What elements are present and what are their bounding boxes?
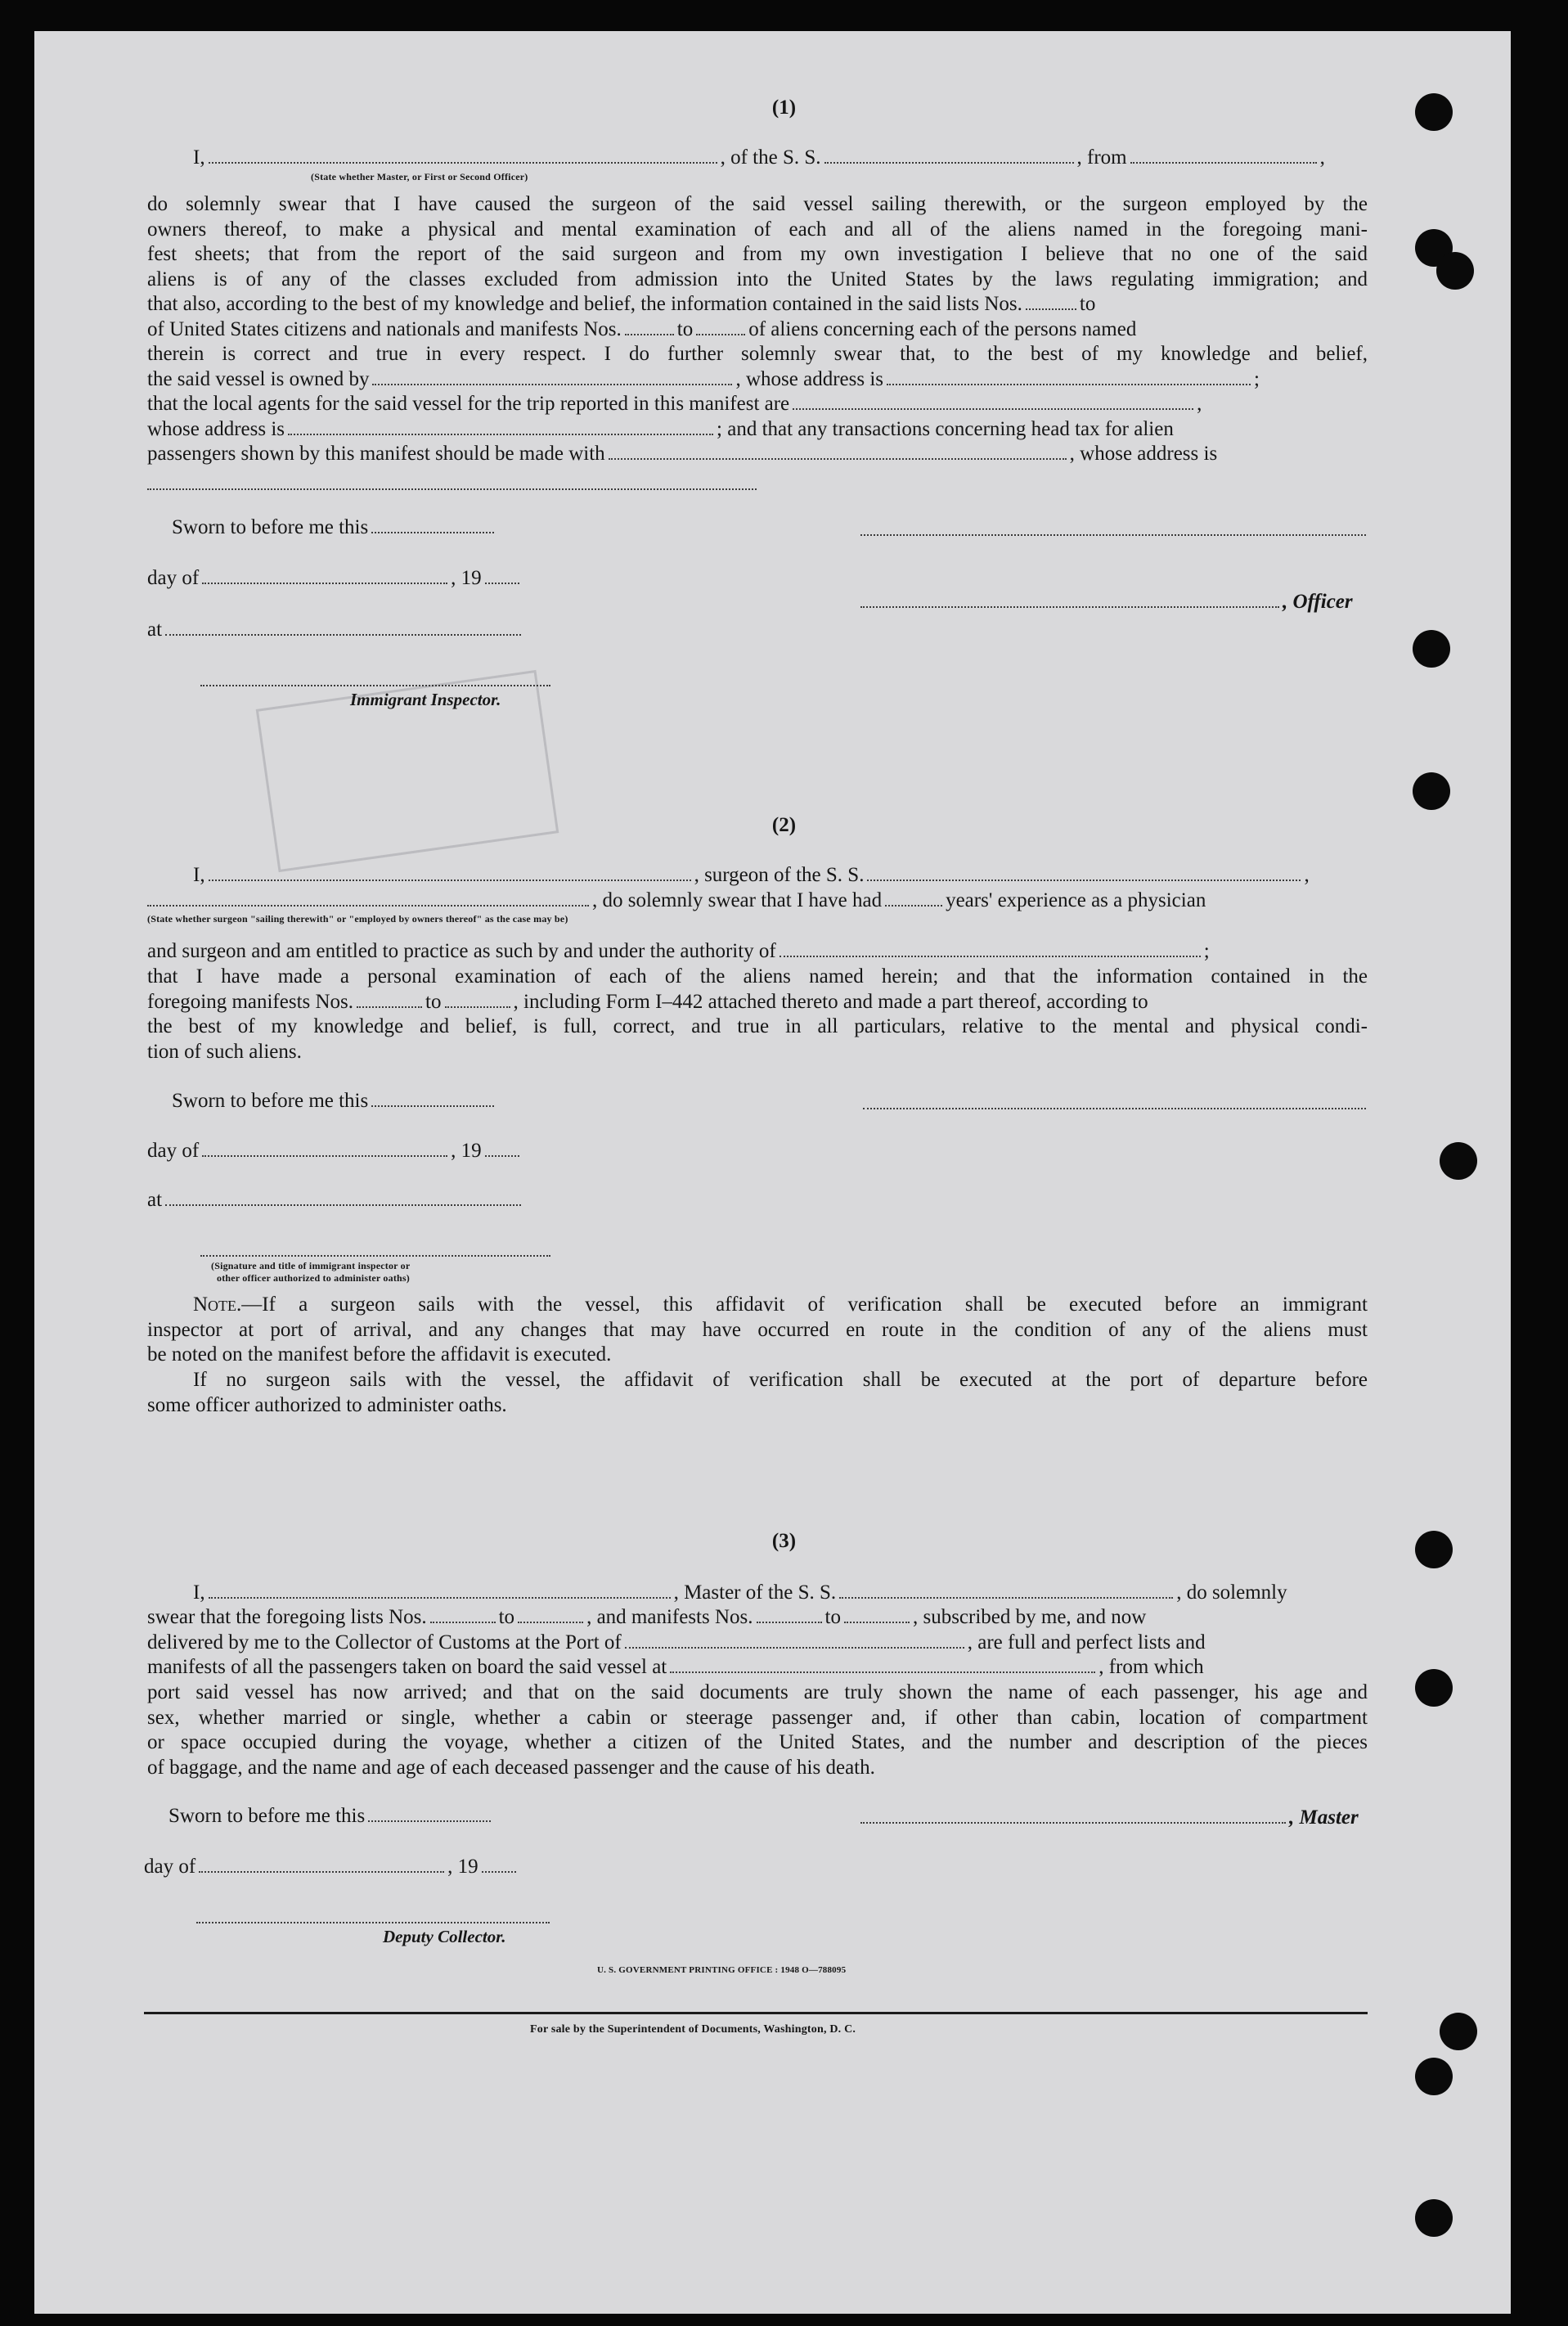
oath-1-line: owners thereof, to make a physical and mental examination of each and all of the aliens named in the foregoing mani- (147, 218, 1368, 241)
note-line: If no surgeon sails with the vessel, the affidavit of verification shall be executed at the port of departure before (193, 1369, 1368, 1391)
blank-headtax-address[interactable] (147, 488, 757, 490)
punch-hole (1440, 1142, 1477, 1180)
blank-agent-address[interactable] (288, 433, 713, 435)
oath-1-line: therein is correct and true in every respect. I do further solemnly swear that, to the best of my knowledge and belief, (147, 343, 1368, 365)
oath-1-line: aliens is of any of the classes excluded from admission into the United States by the laws regulating immigration; and (147, 268, 1368, 290)
oath-1-headtax-line: passengers shown by this manifest should be made with , whose address is (147, 443, 1218, 465)
oath-2-manifests-line: foregoing manifests Nos. to , including Form I–442 attached thereto and made a part thereof, according to (147, 991, 1148, 1013)
blank-sworn-day-3[interactable] (368, 1820, 491, 1822)
blank-surgeon-status[interactable] (147, 904, 589, 907)
blank-sworn-day[interactable] (371, 531, 494, 533)
blank-day-month[interactable] (202, 582, 447, 584)
deputy-collector-label: Deputy Collector. (383, 1927, 506, 1946)
blank-s3-manifest-to[interactable] (844, 1621, 910, 1623)
blank-day-month-2[interactable] (202, 1154, 447, 1157)
oath-3-port-line: delivered by me to the Collector of Customs at the Port of , are full and perfect lists and (147, 1631, 1206, 1653)
blank-local-agents[interactable] (793, 407, 1193, 410)
day-line-2: day of , 19 (147, 1139, 523, 1163)
blank-officer-name[interactable] (209, 161, 717, 164)
oath-2-first-line: I, , surgeon of the S. S. , (193, 864, 1310, 886)
master-line: , Master (860, 1806, 1359, 1830)
officer-rank-note: (State whether Master, or First or Second Officer) (311, 171, 528, 182)
blank-s2-manifest-from[interactable] (357, 1006, 422, 1008)
sworn-line-2: Sworn to before me this (172, 1089, 497, 1114)
blank-list-from[interactable] (1026, 308, 1076, 310)
blank-port-from[interactable] (1130, 161, 1317, 164)
oath-1-line: fest sheets; that from the report of the said surgeon and from my own investigation I believe that no one of the said (147, 243, 1368, 265)
sworn-line-3: Sworn to before me this (168, 1804, 494, 1829)
oath-1-agent-address-line: whose address is ; and that any transactions concerning head tax for alien (147, 418, 1174, 440)
oath-3-lists-line: swear that the foregoing lists Nos. to , and manifests Nos. to , subscribed by me, and now (147, 1606, 1147, 1628)
section-2-number: (2) (771, 814, 797, 836)
note-line: be noted on the manifest before the affidavit is executed. (147, 1343, 612, 1365)
note-line: some officer authorized to administer oaths. (147, 1394, 507, 1416)
blank-port-of[interactable] (625, 1646, 964, 1649)
blank-manifest-from[interactable] (625, 333, 674, 335)
oath-1-manifests-line: of United States citizens and nationals and manifests Nos. to of aliens concerning each of the persons named (147, 318, 1137, 340)
blank-s3-list-to[interactable] (518, 1621, 583, 1623)
blank-at-place-2[interactable] (165, 1203, 521, 1206)
oath-2-authority-line: and surgeon and am entitled to practice as such by and under the authority of ; (147, 940, 1210, 962)
oath-2-line: that I have made a personal examination of each of the aliens named herein; and that the information contained in the (147, 965, 1368, 988)
blank-vessel-name-3[interactable] (839, 1596, 1173, 1599)
punch-hole (1415, 2058, 1453, 2095)
blank-master-name[interactable] (209, 1596, 671, 1599)
blank-boarded-at[interactable] (670, 1671, 1095, 1673)
punch-hole (1415, 1669, 1453, 1707)
blank-year[interactable] (485, 582, 519, 584)
oath-1-agents-line: that the local agents for the said vessel for the trip reported in this manifest are , (147, 393, 1202, 415)
blank-years[interactable] (885, 904, 942, 907)
blank-year-3[interactable] (482, 1870, 516, 1873)
blank-manifest-to[interactable] (696, 333, 745, 335)
note-first-line: Note.—If a surgeon sails with the vessel, this affidavit of verification shall be executed before an immigrant (193, 1293, 1368, 1316)
immigrant-inspector-label: Immigrant Inspector. (350, 690, 501, 709)
section-3-number: (3) (771, 1530, 797, 1552)
printing-office-line: U. S. GOVERNMENT PRINTING OFFICE : 1948 O—788095 (597, 1965, 847, 1975)
oath-3-first-line: I, , Master of the S. S. , do solemnly (193, 1581, 1287, 1604)
oath-2-line: tion of such aliens. (147, 1041, 302, 1063)
master-signature-line[interactable] (860, 1821, 1286, 1824)
oath-3-line: of baggage, and the name and age of each deceased passenger and the cause of his death. (147, 1757, 875, 1779)
blank-s3-manifest-from[interactable] (757, 1621, 822, 1623)
signature-title-note: other officer authorized to administer oaths) (217, 1272, 410, 1284)
signature-title-note: (Signature and title of immigrant inspector or (211, 1260, 411, 1271)
note-line: inspector at port of arrival, and any changes that may have occurred en route in the condition of any of the aliens must (147, 1319, 1368, 1341)
surgeon-status-note: (State whether surgeon "sailing therewith" or "employed by owners thereof" as the case may be) (147, 913, 568, 925)
blank-year-2[interactable] (485, 1154, 519, 1157)
at-line-2: at (147, 1188, 524, 1212)
administering-officer-signature-line[interactable] (200, 1254, 550, 1257)
punch-hole (1415, 2199, 1453, 2237)
surgeon-signature-line[interactable] (863, 1107, 1366, 1109)
punch-hole (1413, 772, 1450, 810)
section-1-number: (1) (771, 97, 797, 119)
punch-hole (1440, 2013, 1477, 2050)
officer-line: , Officer (860, 590, 1353, 614)
oath-3-line: or space occupied during the voyage, whether a citizen of the United States, and the number and description of the pieces (147, 1731, 1368, 1753)
blank-owner[interactable] (372, 383, 732, 385)
inspector-signature-line[interactable] (200, 684, 550, 686)
day-line-1: day of , 19 (147, 566, 523, 591)
for-sale-line: For sale by the Superintendent of Documents, Washington, D. C. (530, 2023, 856, 2036)
oath-1-first-line: I, , of the S. S. , from , (193, 146, 1325, 169)
blank-surgeon-name[interactable] (209, 879, 691, 881)
footer-rule (144, 2012, 1368, 2014)
punch-hole (1436, 252, 1474, 290)
oath-2-line: the best of my knowledge and belief, is full, correct, and true in all particulars, relative to the mental and physical condi- (147, 1015, 1368, 1037)
oath-2-second-line: , do solemnly swear that I have had years' experience as a physician (147, 889, 1206, 913)
sworn-line-1: Sworn to before me this (172, 515, 497, 540)
blank-day-month-3[interactable] (199, 1870, 444, 1873)
blank-authority[interactable] (780, 955, 1201, 957)
officer-title-line[interactable] (860, 605, 1279, 608)
punch-hole (1413, 630, 1450, 668)
blank-s2-manifest-to[interactable] (445, 1006, 510, 1008)
officer-signature-line[interactable] (860, 533, 1366, 536)
oath-3-boarded-line: manifests of all the passengers taken on board the said vessel at , from which (147, 1656, 1204, 1678)
oath-3-line: sex, whether married or single, whether a cabin or steerage passenger and, if other than cabin, location of compartment (147, 1707, 1368, 1729)
blank-at-place[interactable] (165, 633, 521, 636)
oath-1-line: do solemnly swear that I have caused the surgeon of the said vessel sailing therewith, or the surgeon employed by the (147, 193, 1368, 215)
blank-vessel-name-2[interactable] (867, 879, 1301, 881)
blank-owner-address[interactable] (887, 383, 1251, 385)
oath-1-owner-line: the said vessel is owned by , whose address is ; (147, 368, 1260, 390)
oath-1-lists-line: that also, according to the best of my knowledge and belief, the information contained in the said lists Nos. to (147, 293, 1096, 315)
deputy-signature-line[interactable] (196, 1921, 550, 1923)
oath-3-line: port said vessel has now arrived; and that on the said documents are truly shown the name of each passenger, his age and (147, 1681, 1368, 1703)
at-line-1: at (147, 618, 524, 642)
blank-headtax-party[interactable] (609, 457, 1067, 460)
blank-s3-list-from[interactable] (430, 1621, 496, 1623)
blank-vessel-name[interactable] (824, 161, 1074, 164)
day-line-3: day of , 19 (144, 1855, 519, 1879)
blank-sworn-day-2[interactable] (371, 1105, 494, 1107)
